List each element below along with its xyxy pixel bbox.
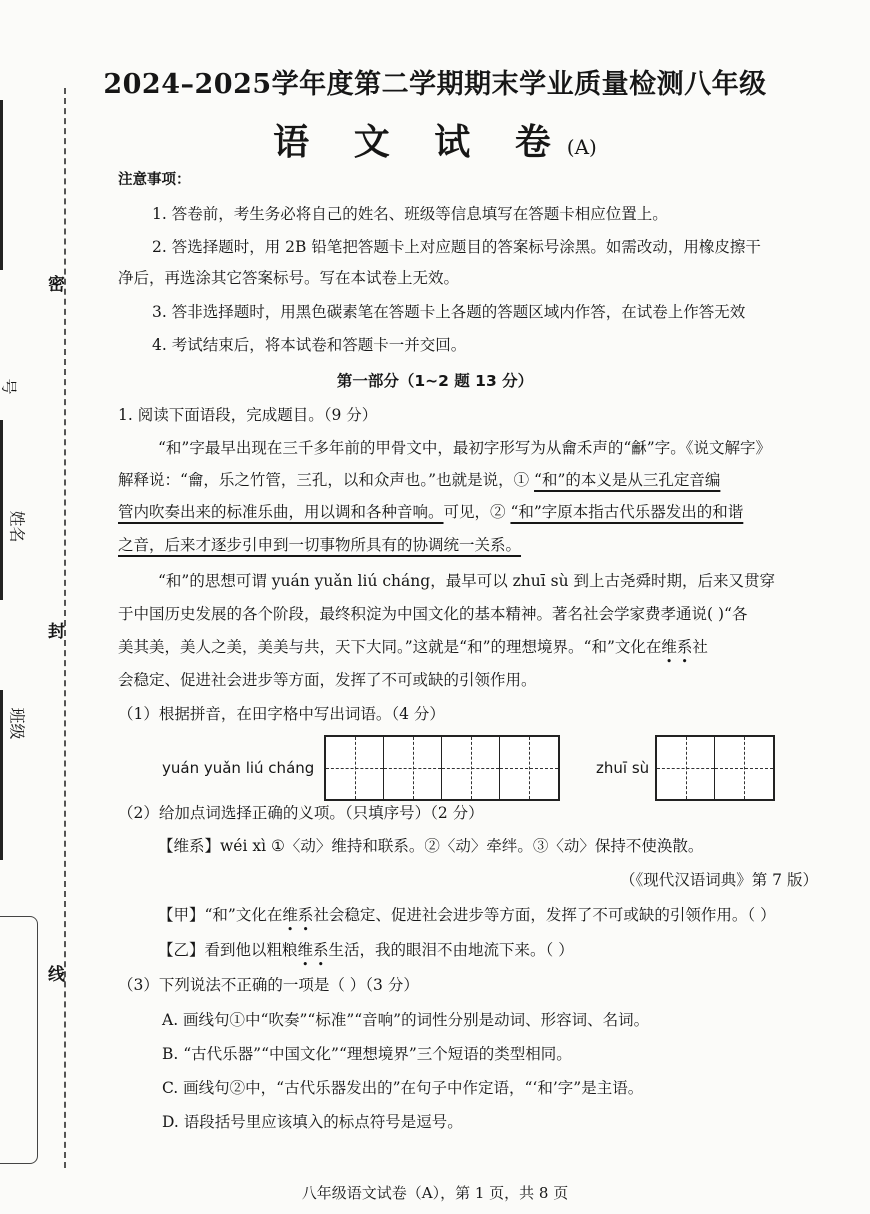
option-c: C. 画线句②中，“古代乐器发出的”在句子中作定语，“‘和’字”是主语。 (162, 1079, 644, 1097)
margin-rule (0, 690, 3, 860)
margin-rule (0, 420, 3, 600)
seal-char-feng: 封 (48, 622, 65, 642)
dotted-char: 系 (676, 638, 693, 656)
pinyin-2: zhuī sù (596, 759, 650, 777)
seat-label: 号 (0, 378, 19, 395)
margin-box (0, 916, 38, 1164)
dictionary-reference: （《现代汉语词典》第 7 版） (620, 871, 818, 889)
dotted-char: 维 (661, 638, 677, 656)
sentence-yi (158, 938, 574, 960)
sub-question-3: （3）下列说法不正确的一项是（ ）（3 分） (118, 976, 419, 994)
note-2a: 2. 答选择题时，用 2B 铅笔把答题卡上对应题目的答案标号涂黑。如需改动，用橡皮擦干 (152, 238, 761, 256)
note-1: 1. 答卷前，考生务必将自己的姓名、班级等信息填写在答题卡相应位置上。 (152, 205, 668, 223)
note-3: 3. 答非选择题时，用黑色碳素笔在答题卡上各题的答题区域内作答，在试卷上作答无效 (152, 303, 746, 321)
dotted-char: 系 (313, 941, 329, 959)
name-label: 姓名 (7, 510, 27, 543)
underlined-sentence-1: “和”的本义是从三孔定音编 (534, 471, 721, 489)
sub-question-1: （1）根据拼音，在田字格中写出词语。（4 分） (118, 705, 445, 723)
underlined-sentence-2: “和”字原本指古代乐器发出的和谐 (510, 503, 744, 521)
tianzige-grid-1[interactable] (324, 735, 560, 801)
sentence-jia (158, 903, 776, 925)
sentence-text: 【乙】看到他以粗粮 (158, 941, 298, 959)
notes-heading: 注意事项： (118, 172, 191, 188)
tianzige-cell[interactable] (657, 737, 715, 799)
pinyin-1: yuán yuǎn liú cháng (162, 759, 315, 777)
tianzige-cell[interactable] (326, 737, 384, 799)
note-4: 4. 考试结束后，将本试卷和答题卡一并交回。 (152, 336, 467, 354)
page-footer: 八年级语文试卷（A），第 1 页，共 8 页 (301, 1184, 569, 1202)
passage-line: 会稳定、促进社会进步等方面，发挥了不可或缺的引领作用。 (118, 671, 537, 689)
tianzige-cell[interactable] (500, 737, 558, 799)
tianzige-cell[interactable] (384, 737, 442, 799)
tianzige-cell[interactable] (442, 737, 500, 799)
tianzige-cell[interactable] (715, 737, 773, 799)
sub-question-2: （2）给加点词选择正确的义项。（只填序号）（2 分） (118, 804, 484, 822)
seal-char-mi: 密 (48, 275, 65, 295)
part1-heading: 第一部分（1~2 题 13 分） (336, 372, 534, 390)
option-b: B. “古代乐器”“中国文化”“理想境界”三个短语的类型相同。 (162, 1045, 572, 1063)
sentence-text: 生活，我的眼泪不由地流下来。（ ） (328, 941, 574, 959)
option-d: D. 语段括号里应该填入的标点符号是逗号。 (162, 1113, 463, 1131)
sentence-text: 社会稳定、促进社会进步等方面，发挥了不可或缺的引领作用。（ ） (313, 906, 776, 924)
passage-text: 美其美，美人之美，美美与共，天下大同。”这就是“和”的理想境界。“和”文化在 (118, 638, 662, 656)
passage-line (118, 533, 521, 555)
passage-line (118, 468, 720, 490)
seal-char-xian: 线 (48, 965, 65, 985)
passage-text: 社 (692, 638, 708, 656)
passage-line (118, 500, 743, 522)
underlined-sentence-1: 管内吹奏出来的标准乐曲，用以调和各种音响。 (118, 503, 444, 521)
subject-name: 语 文 试 卷 (273, 121, 567, 163)
exam-title: 2024–2025学年度第二学期期末学业质量检测八年级 (103, 69, 767, 100)
passage-text: 可见，② (443, 503, 511, 521)
dotted-char: 维 (297, 941, 314, 959)
passage-line (118, 635, 708, 657)
sentence-text: 【甲】“和”文化在 (158, 906, 283, 924)
dotted-char: 系 (297, 906, 314, 924)
class-label: 班级 (7, 707, 27, 740)
option-a: A. 画线句①中“吹奏”“标准”“音响”的词性分别是动词、形容词、名词。 (162, 1011, 650, 1029)
version-label: (A) (566, 135, 597, 159)
passage-text: 解释说：“龠，乐之竹管，三孔，以和众声也。”也就是说，① (118, 471, 535, 489)
passage-line: 于中国历史发展的各个阶段，最终积淀为中国文化的基本精神。著名社会学家费孝通说( )“各 (118, 605, 748, 623)
question-1: 1. 阅读下面语段，完成题目。（9 分） (118, 406, 378, 424)
passage-line: “和”的思想可谓 yuán yuǎn liú cháng，最早可以 zhuī sù 到上古尧舜时期，后来又贯穿 (158, 572, 775, 590)
note-2b: 净后，再选涂其它答案标号。写在本试卷上无效。 (118, 269, 460, 287)
underlined-sentence-2: 之音，后来才逐步引申到一切事物所具有的协调统一关系。 (118, 536, 522, 554)
subject-title (0, 114, 870, 165)
dictionary-entry: 【维系】wéi xì ①〈动〉维持和联系。②〈动〉牵绊。③〈动〉保持不使涣散。 (158, 837, 704, 855)
dotted-char: 维 (282, 906, 298, 924)
tianzige-grid-2[interactable] (655, 735, 775, 801)
passage-line: “和”字最早出现在三千多年前的甲骨文中，最初字形写为从龠禾声的“龢”字。《说文解字》 (158, 439, 771, 457)
